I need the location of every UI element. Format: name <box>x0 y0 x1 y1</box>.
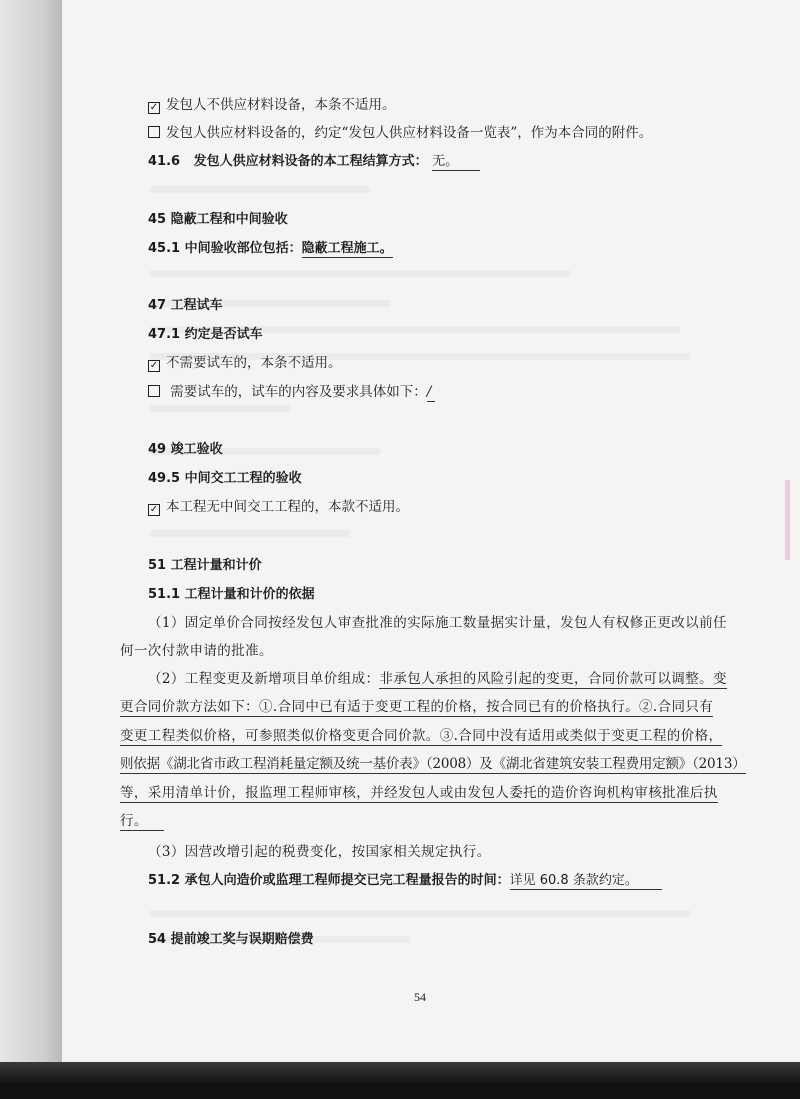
page-left-shadow <box>0 0 62 1099</box>
paragraph-text: （2）工程变更及新增项目单价组成： <box>148 671 380 687</box>
clause-label: 47.1 约定是否试车 <box>148 327 263 342</box>
clause-value: 隐蔽工程施工。 <box>301 241 393 256</box>
bleed-through <box>150 530 350 537</box>
paragraph-line <box>148 614 727 632</box>
clause-51-1 <box>148 586 315 604</box>
heading-text: 47 工程试车 <box>148 298 223 313</box>
clause-label: 51.1 工程计量和计价的依据 <box>148 587 315 602</box>
clause-number: 41.6 <box>148 154 181 169</box>
bleed-through <box>150 910 690 917</box>
scan-bottom-edge <box>0 1062 800 1099</box>
checkbox-line <box>148 354 342 372</box>
clause-45-1 <box>148 240 393 258</box>
clause-41-6 <box>148 153 480 171</box>
checkbox-line <box>148 498 409 516</box>
section-heading-51 <box>148 557 262 575</box>
paragraph-line <box>120 755 746 773</box>
paragraph-line <box>120 812 164 830</box>
heading-text: 49 竣工验收 <box>148 442 223 457</box>
paragraph-underlined: 变更工程类似价格，可参照类似价格变更合同价款。③.合同中没有适用或类似于变更工程的价格， <box>120 728 723 744</box>
paragraph-line <box>148 843 491 861</box>
checkbox-empty-icon <box>148 385 160 397</box>
clause-51-2 <box>148 872 662 890</box>
section-heading-49 <box>148 441 223 459</box>
clause-49-5 <box>148 470 302 488</box>
clause-47-1 <box>148 326 263 344</box>
checkbox-line <box>148 383 435 401</box>
paragraph-line <box>148 670 727 688</box>
line-text: 本工程无中间交工工程的，本款不适用。 <box>166 499 409 515</box>
line-value: / <box>427 384 436 402</box>
line-text: 发包人不供应材料设备，本条不适用。 <box>166 97 396 113</box>
paragraph-underlined: 则依据《湖北省市政工程消耗量定额及统一基价表》（2008）及《湖北省建筑安装工程费用定额》（2013） <box>120 756 746 772</box>
clause-label: 45.1 中间验收部位包括： <box>148 241 302 256</box>
checkbox-checked-icon: ✓ <box>149 504 159 515</box>
section-heading-45 <box>148 211 288 229</box>
paragraph-line <box>120 784 718 802</box>
checkbox-line <box>148 96 396 114</box>
paragraph-line <box>120 727 722 745</box>
checkbox-checked-icon: ✓ <box>149 360 159 371</box>
paragraph-underlined: 行。 <box>120 813 164 831</box>
clause-label: 49.5 中间交工工程的验收 <box>148 471 302 486</box>
paragraph-text: 何一次付款申请的批准。 <box>120 643 273 659</box>
clause-label: 发包人供应材料设备的本工程结算方式： <box>193 154 428 169</box>
heading-text: 45 隐蔽工程和中间验收 <box>148 212 288 227</box>
edge-stain <box>785 480 790 560</box>
paragraph-text: （3）因营改增引起的税费变化，按国家相关规定执行。 <box>148 844 491 860</box>
paragraph-underlined: 更合同价款方法如下：①.合同中已有适于变更工程的价格，按合同已有的价格执行。②.合同只有 <box>120 699 714 715</box>
line-text: 需要试车的，试车的内容及要求具体如下： <box>170 384 427 400</box>
heading-text: 51 工程计量和计价 <box>148 558 262 573</box>
bleed-through <box>150 270 570 277</box>
bleed-through <box>150 186 370 193</box>
clause-value: 详见 60.8 条款约定。 <box>510 873 662 890</box>
line-text: 不需要试车的，本条不适用。 <box>166 355 342 371</box>
paragraph-text: （1）固定单价合同按经发包人审查批准的实际施工数量据实计量，发包人有权修正更改以前任 <box>148 615 727 631</box>
bleed-through <box>150 405 290 412</box>
paragraph-underlined: 非承包人承担的风险引起的变更，合同价款可以调整。变 <box>379 671 727 687</box>
paragraph-line <box>120 698 713 716</box>
page-number: 54 <box>414 990 426 1004</box>
section-heading-54 <box>148 931 314 949</box>
section-heading-47 <box>148 297 223 315</box>
line-text: 发包人供应材料设备的，约定“发包人供应材料设备一览表”，作为本合同的附件。 <box>166 125 653 141</box>
clause-value: 无。 <box>432 154 480 171</box>
clause-label: 51.2 承包人向造价或监理工程师提交已完工程量报告的时间： <box>148 873 510 888</box>
checkbox-line <box>148 124 652 142</box>
paragraph-line <box>120 642 273 660</box>
checkbox-checked-icon: ✓ <box>149 102 159 113</box>
checkbox-empty-icon <box>148 126 160 138</box>
heading-text: 54 提前竣工奖与误期赔偿费 <box>148 932 314 947</box>
paragraph-underlined: 等，采用清单计价，报监理工程师审核，并经发包人或由发包人委托的造价咨询机构审核批准后执 <box>120 785 718 801</box>
